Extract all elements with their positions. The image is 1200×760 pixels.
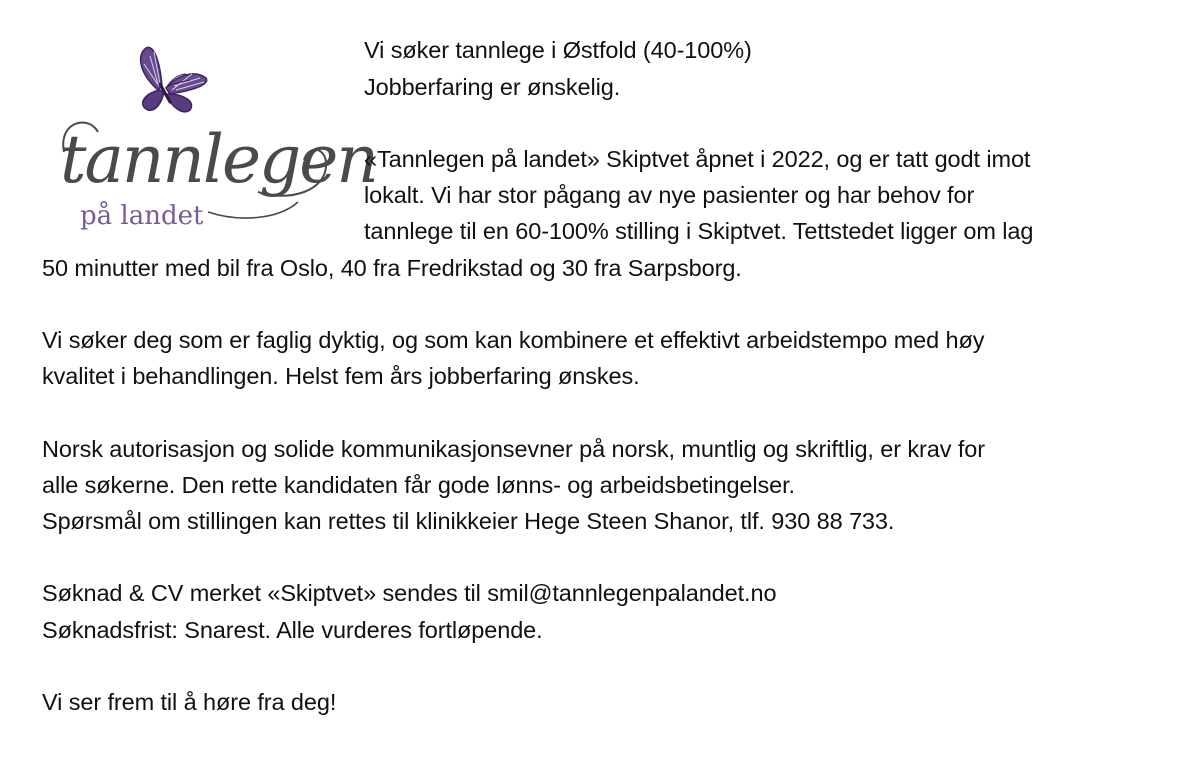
paragraph-4-line-1: Søknad & CV merket «Skiptvet» sendes til smil@tannlegenpalandet.no — [42, 580, 777, 606]
paragraph-2-line-2: kvalitet i behandlingen. Helst fem års jobberfaring ønskes. — [42, 363, 640, 389]
paragraph-3-line-2: alle søkerne. Den rette kandidaten får gode lønns- og arbeidsbetingelser. — [42, 472, 795, 498]
intro-line-1: Vi søker tannlege i Østfold (40-100%) — [364, 37, 752, 63]
logo-tagline: på landet — [80, 201, 204, 231]
logo-wordmark: tannlegen — [60, 121, 377, 198]
butterfly-icon — [141, 47, 207, 111]
paragraph-4-line-2: Søknadsfrist: Snarest. Alle vurderes fortløpende. — [42, 617, 543, 643]
paragraph-2-line-1: Vi søker deg som er faglig dyktig, og som kan kombinere et effektivt arbeidstempo med høy — [42, 327, 985, 353]
paragraph-1-line-3: tannlege til en 60-100% stilling i Skiptvet. Tettstedet ligger om lag — [364, 218, 1034, 244]
paragraph-1-line-2: lokalt. Vi har stor pågang av nye pasienter og har behov for — [364, 182, 975, 208]
closing-line: Vi ser frem til å høre fra deg! — [42, 689, 337, 715]
paragraph-3-line-1: Norsk autorisasjon og solide kommunikasjonsevner på norsk, muntlig og skriftlig, er krav for — [42, 436, 985, 462]
intro-line-2: Jobberfaring er ønskelig. — [364, 74, 621, 100]
paragraph-3-line-3: Spørsmål om stillingen kan rettes til klinikkeier Hege Steen Shanor, tlf. 930 88 733. — [42, 508, 895, 534]
logo — [58, 42, 377, 242]
paragraph-1-line-1: «Tannlegen på landet» Skiptvet åpnet i 2022, og er tatt godt imot — [364, 146, 1031, 172]
paragraph-1-line-4: 50 minutter med bil fra Oslo, 40 fra Fredrikstad og 30 fra Sarpsborg. — [42, 255, 742, 281]
